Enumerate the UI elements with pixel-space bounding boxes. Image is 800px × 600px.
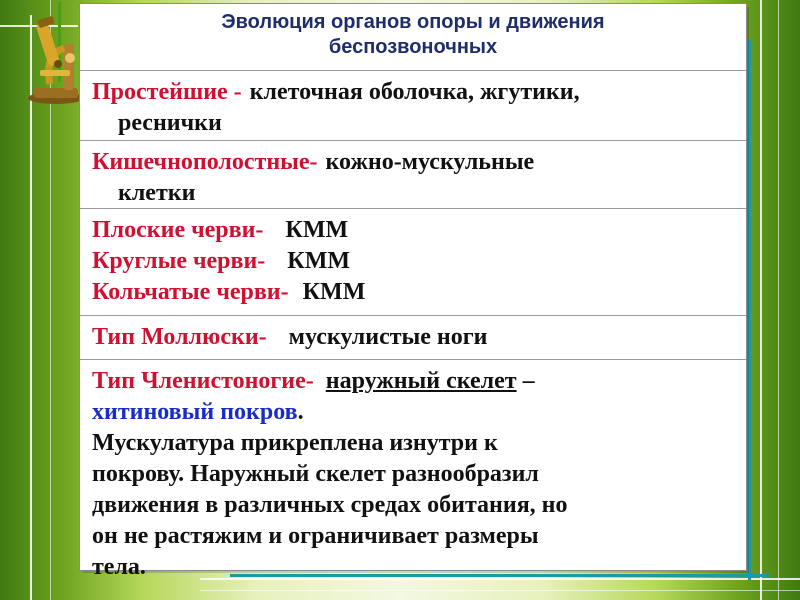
- table-row: [80, 141, 746, 209]
- paragraph-line: покрову. Наружный скелет разнообразил: [92, 461, 539, 487]
- group-description: КММ: [302, 279, 366, 305]
- paragraph-line: он не растяжим и ограничивает размеры: [92, 523, 539, 549]
- group-label: Тип Членистоногие-: [92, 368, 314, 394]
- group-description: КММ: [287, 248, 351, 274]
- group-label: Тип Моллюски-: [92, 324, 267, 350]
- highlighted-term: хитиновый покров: [92, 399, 298, 425]
- group-label: Простейшие -: [92, 79, 242, 105]
- group-description: КММ: [285, 217, 349, 243]
- title-line: беспозвоночных: [328, 36, 498, 58]
- table-row: [80, 209, 746, 316]
- list-item: [92, 215, 736, 246]
- paragraph-line: Мускулатура прикреплена изнутри к: [92, 430, 498, 456]
- content-table: [80, 4, 746, 580]
- period: .: [297, 399, 304, 425]
- group-description: клеточная оболочка, жгутики,: [249, 79, 580, 105]
- group-label: Плоские черви-: [92, 217, 264, 243]
- group-description: кожно-мускульные: [325, 149, 535, 175]
- list-item: [92, 277, 736, 308]
- group-label: Кольчатые черви-: [92, 279, 289, 305]
- decor-line: [200, 590, 800, 591]
- group-description: клетки: [118, 180, 196, 206]
- decor-line: [760, 0, 762, 600]
- page-title: [80, 4, 746, 71]
- table-row: [80, 316, 746, 360]
- list-item: [92, 246, 736, 277]
- paragraph-line: движения в различных средах обитания, но: [92, 492, 568, 518]
- underlined-term: наружный скелет: [325, 368, 517, 394]
- decor-line: [748, 40, 751, 580]
- group-label: Кишечнополостные-: [92, 149, 318, 175]
- group-description: мускулистые ноги: [288, 324, 488, 350]
- table-row: [80, 360, 746, 589]
- title-line: Эволюция органов опоры и движения: [221, 11, 605, 33]
- table-row: [80, 71, 746, 141]
- group-label: Круглые черви-: [92, 248, 266, 274]
- group-description: реснички: [118, 110, 222, 136]
- decor-line: [778, 0, 779, 600]
- paragraph-line: тела.: [92, 554, 146, 580]
- dash: –: [522, 368, 535, 394]
